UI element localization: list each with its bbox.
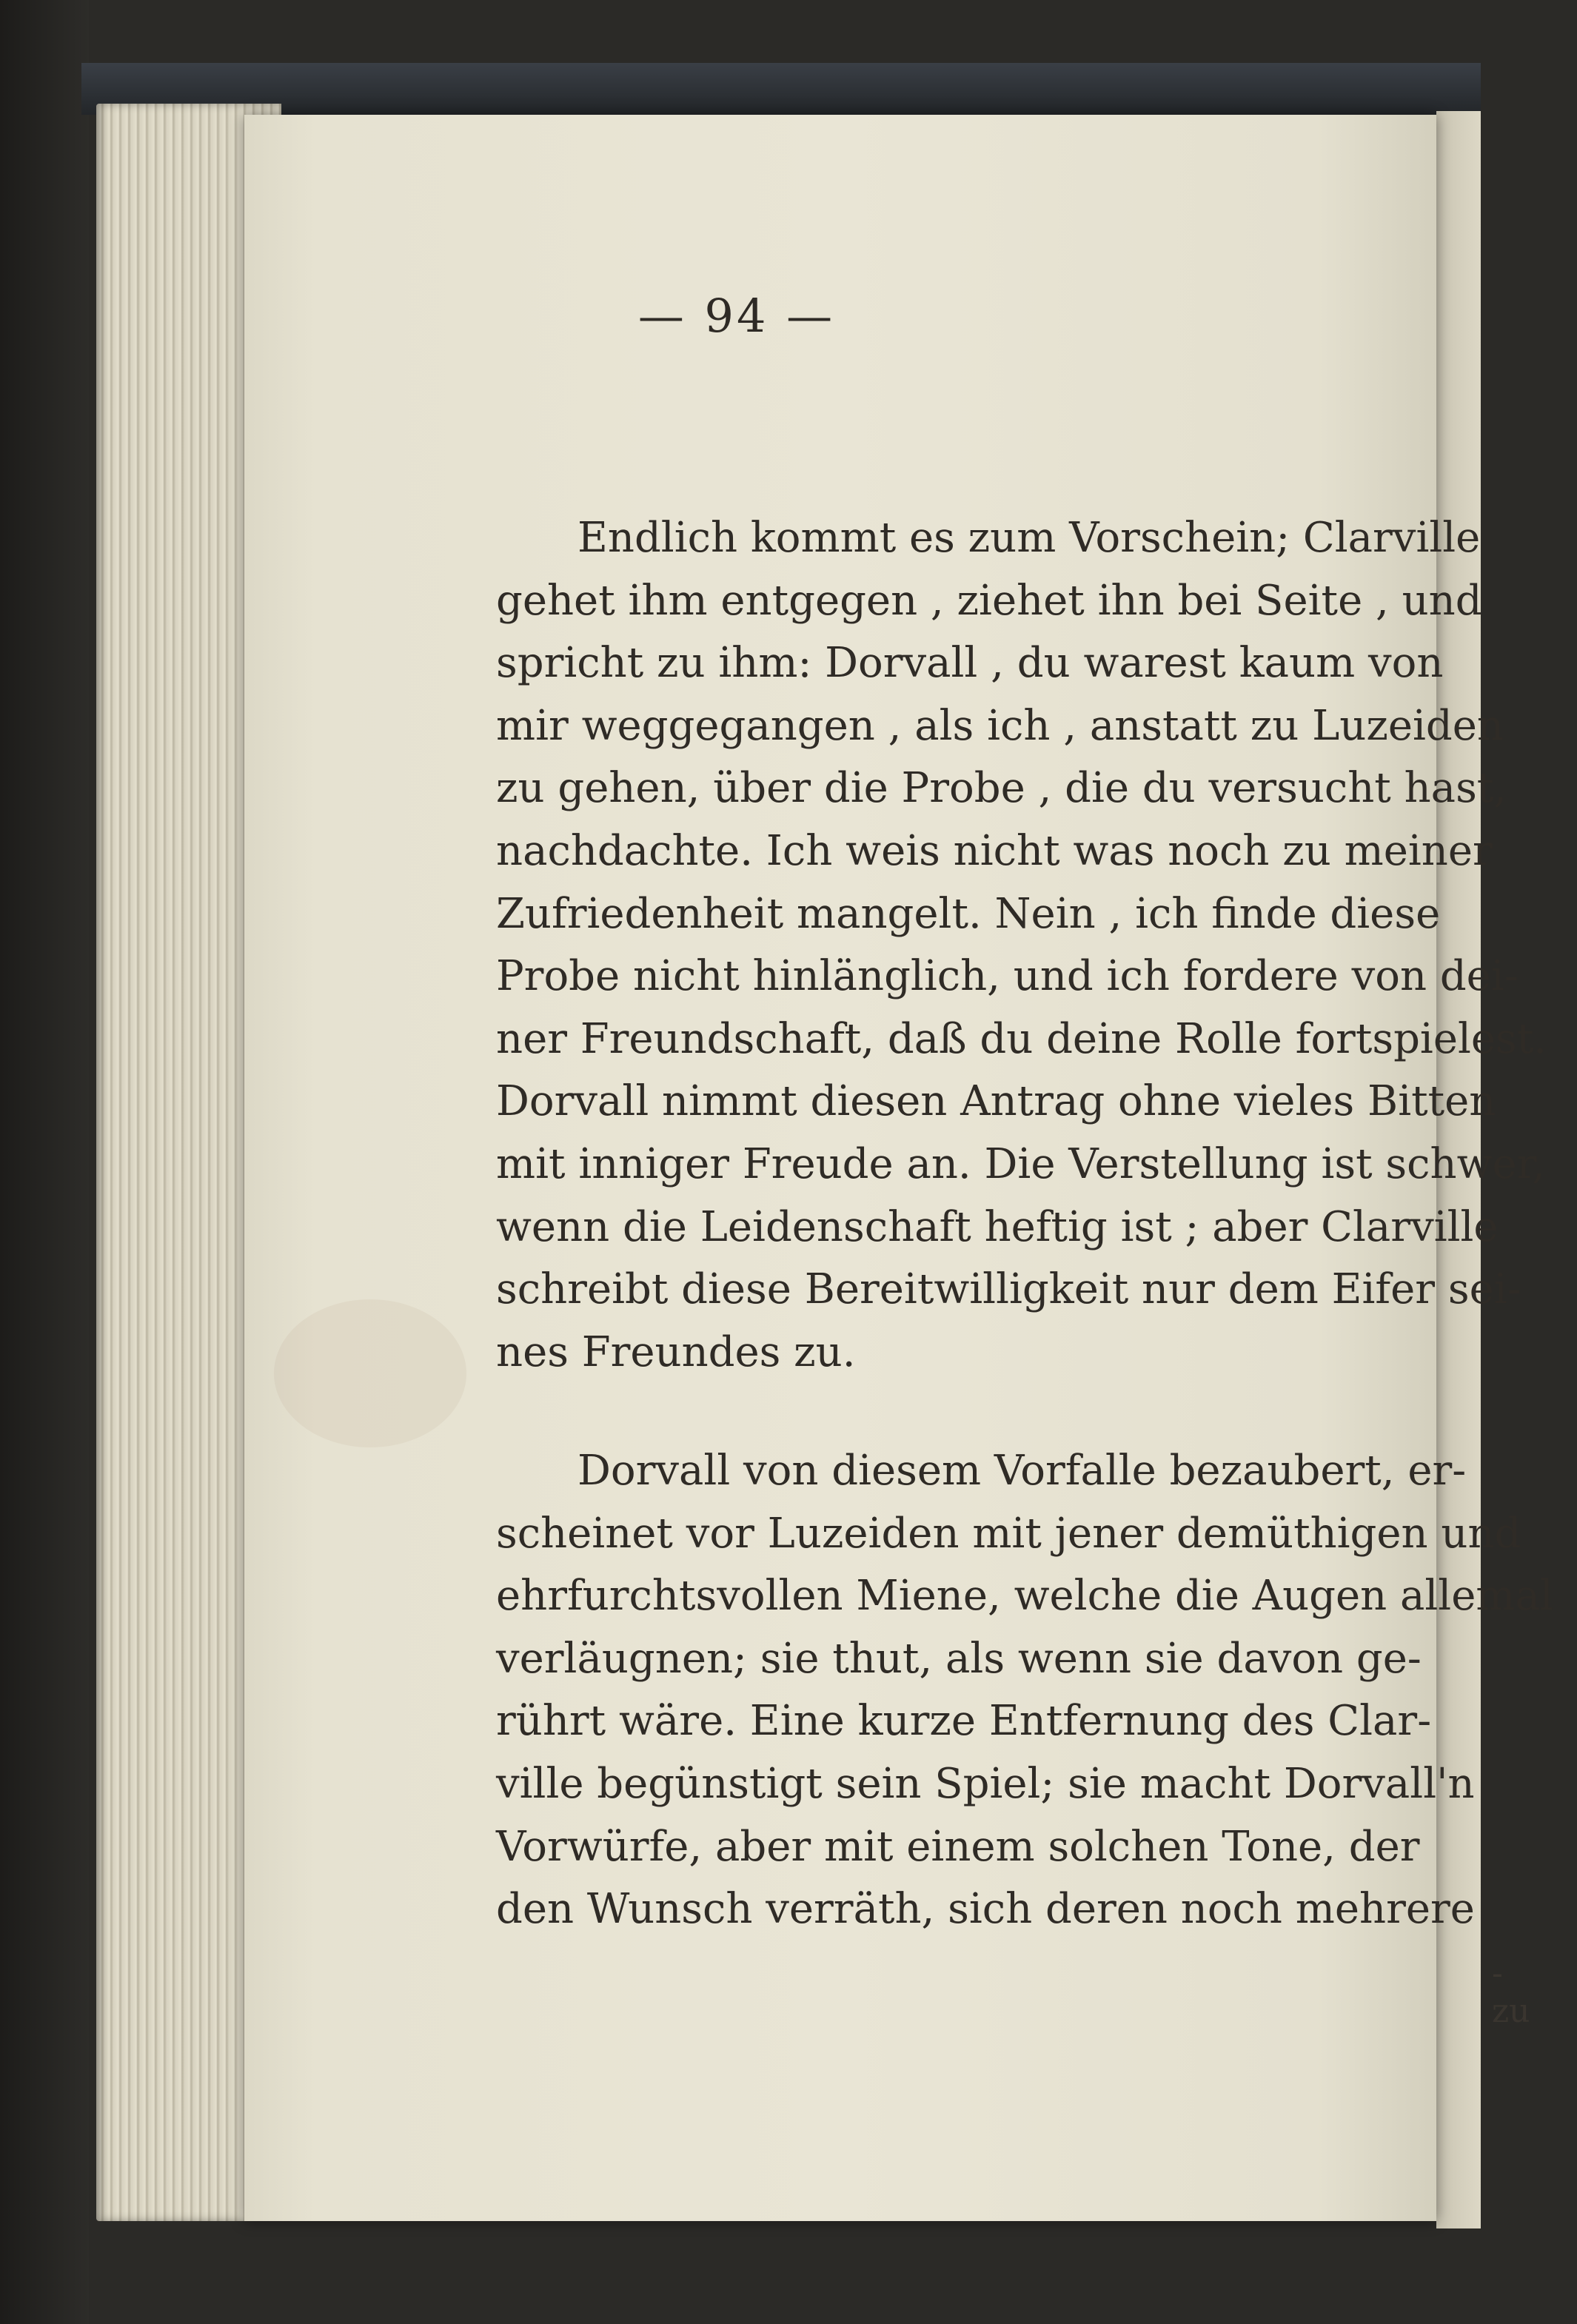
text-line: nes Freundes zu. — [496, 1327, 856, 1376]
text-line: Dorvall von diesem Vorfalle bezaubert, er- — [577, 1447, 1467, 1495]
text-line: zu gehen, über die Probe , die du versucht hast, — [496, 764, 1507, 813]
book-cover-top — [81, 63, 1481, 115]
text-line: wenn die Leidenschaft heftig ist ; aber Clarville — [496, 1202, 1499, 1251]
text-line: Probe nicht hinlänglich, und ich fordere von dei- — [496, 952, 1519, 1001]
book-page — [244, 115, 1553, 2221]
text-line: mit inniger Freude an. Die Verstellung ist schwer, — [496, 1139, 1546, 1188]
text-line: ner Freundschaft, daß du deine Rolle fortspielest. — [496, 1014, 1547, 1063]
text-line: scheinet vor Luzeiden mit jener demüthigen und — [496, 1509, 1521, 1558]
paragraph-2 — [496, 1440, 1577, 1941]
text-line: ville begünstigt sein Spiel; sie macht Dorvall'n — [496, 1759, 1475, 1808]
paragraph-1 — [496, 507, 1577, 1384]
text-line: spricht zu ihm: Dorvall , du warest kaum von — [496, 639, 1444, 688]
text-line: Vorwürfe, aber mit einem solchen Tone, der — [496, 1822, 1420, 1871]
text-line: nachdachte. Ich weis nicht was noch zu meiner — [496, 826, 1493, 875]
text-line: rührt wäre. Eine kurze Entfernung des Clar- — [496, 1697, 1432, 1746]
page-number: — 94 — — [637, 289, 836, 343]
catchword: -zu — [1492, 1955, 1530, 2030]
paper-stain — [274, 1299, 466, 1447]
text-line: den Wunsch verräth, sich deren noch mehrere — [496, 1885, 1475, 1934]
text-line: gehet ihm entgegen , ziehet ihn bei Seite , und — [496, 576, 1482, 625]
text-line: Endlich kommt es zum Vorschein; Clarville — [577, 514, 1481, 562]
text-line: Zufriedenheit mangelt. Nein , ich finde diese — [496, 889, 1441, 938]
text-line: schreibt diese Bereitwilligkeit nur dem Eifer sei- — [496, 1265, 1521, 1314]
text-line: verläugnen; sie thut, als wenn sie davon ge- — [496, 1634, 1422, 1683]
book-cover-left — [0, 0, 89, 2324]
text-line: mir weggegangen , als ich , anstatt zu Luzeiden — [496, 701, 1504, 750]
text-line: ehrfurchtsvollen Miene, welche die Augen allemal — [496, 1572, 1553, 1621]
text-line: Dorvall nimmt diesen Antrag ohne vieles Bitten — [496, 1077, 1496, 1126]
